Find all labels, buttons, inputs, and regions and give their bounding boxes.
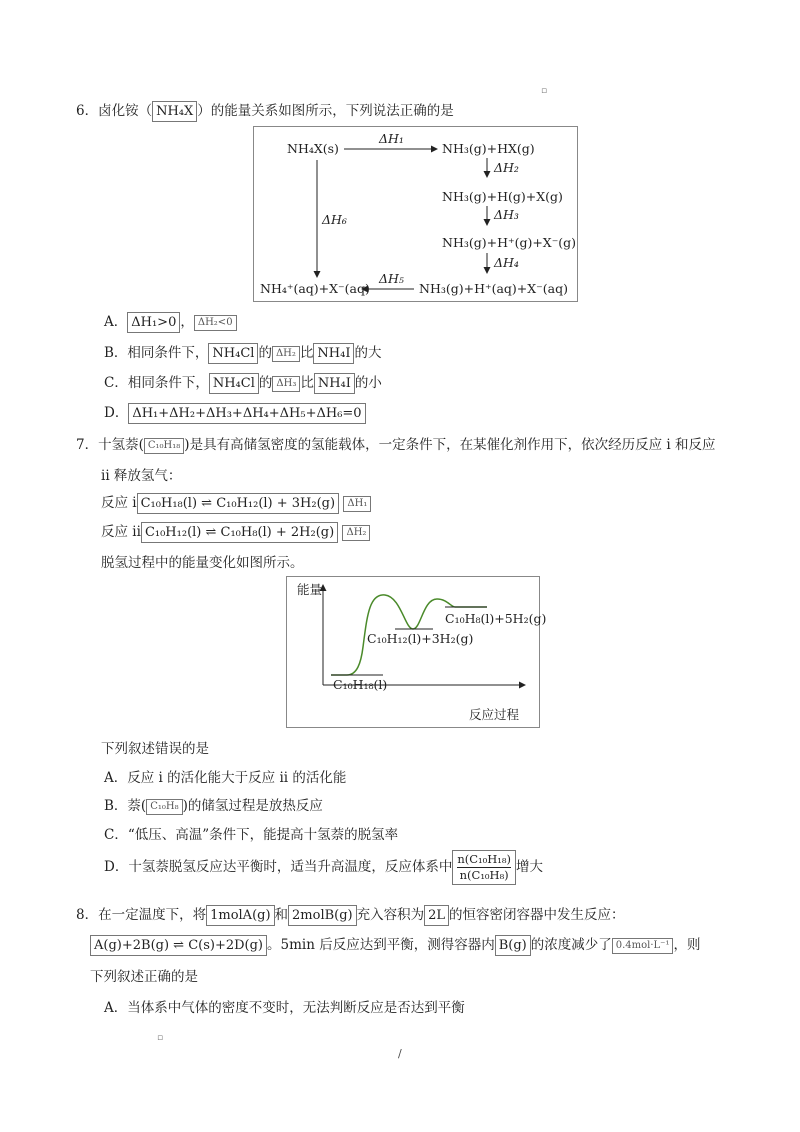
level-3-label: C₁₀H₈(l)+5H₂(g) (445, 611, 547, 626)
option-text: 十氢萘脱氢反应达平衡时，适当升高温度，反应体系中 (128, 859, 453, 875)
option-text: 比 (299, 345, 314, 361)
option-label: C． (104, 375, 128, 391)
q8-number: 8． (76, 907, 99, 923)
q6-option-b[interactable] (104, 341, 381, 364)
q7-stem-line2: ii 释放氢气： (101, 468, 182, 484)
reaction-enthalpy: ΔH₂ (342, 525, 370, 541)
formula-box: NH₄Cl (209, 373, 259, 394)
formula-box: NH₄I (313, 343, 354, 364)
label-h5: ΔH₅ (379, 271, 404, 286)
formula-box: 2L (424, 905, 449, 926)
reaction-equation: A(g)+2B(g) ⇌ C(s)+2D(g) (90, 935, 267, 956)
species-s1: NH₃(g)+HX(g) (442, 141, 535, 156)
q7-intro: 脱氢过程中的能量变化如图所示。 (101, 555, 304, 571)
option-label: A． (104, 770, 128, 786)
q7-option-d[interactable] (104, 850, 543, 885)
q7-number: 7． (76, 437, 99, 453)
formula-box: ΔH₁>0 (127, 312, 180, 333)
q6-stem-pre: 卤化铵（ (98, 103, 153, 119)
species-s3: NH₃(g)+H⁺(g)+X⁻(g) (442, 235, 577, 250)
option-text: 反应 i 的活化能大于反应 ii 的活化能 (127, 770, 347, 786)
option-label: D． (104, 405, 129, 421)
label-h2: ΔH₂ (494, 160, 519, 175)
formula-box: ΔH₁+ΔH₂+ΔH₃+ΔH₄+ΔH₅+ΔH₆=0 (128, 403, 365, 424)
label-h3: ΔH₃ (494, 207, 519, 222)
fraction-numerator: n(C₁₀H₁₈) (457, 852, 511, 866)
q6-stem-post: ）的能量关系如图所示，下列说法正确的是 (197, 103, 454, 119)
option-text: 比 (300, 375, 314, 391)
q7-stem-post: )是具有高储氢密度的氢能载体，一定条件下，在某催化剂作用下，依次经历反应 i 和反应 (184, 437, 716, 453)
q6-option-d[interactable] (104, 401, 366, 424)
q8-text: 的浓度减少了 (530, 937, 612, 953)
q6-formula: NH₄X (152, 101, 197, 122)
reaction-equation: C₁₀H₁₈(l) ⇌ C₁₀H₁₂(l) + 3H₂(g) (137, 493, 339, 514)
species-end: NH₄⁺(aq)+X⁻(aq) (260, 281, 370, 296)
formula-box: B(g) (495, 935, 531, 956)
fraction-box (452, 850, 516, 885)
option-text: 的大 (354, 345, 382, 361)
q7-stem-pre: 十氢萘( (98, 437, 144, 453)
q8-text: 。5min 后反应达到平衡，测得容器内 (267, 937, 495, 953)
q6-number: 6． (76, 103, 99, 119)
option-label: C． (104, 827, 128, 843)
footer-mark: ▫ (157, 1033, 164, 1043)
species-start: NH₄X(s) (287, 141, 339, 156)
option-text: 的 (258, 345, 272, 361)
fraction-denominator: n(C₁₀H₈) (459, 868, 509, 882)
q7-option-b[interactable] (104, 794, 323, 815)
q7-formula: C₁₀H₁₈ (144, 438, 184, 454)
formula-box: NH₄Cl (208, 343, 258, 364)
q6-option-c[interactable] (104, 371, 382, 394)
option-text: 萘( (127, 798, 147, 814)
separator: ， (180, 314, 194, 330)
formula-box: 0.4mol·L⁻¹ (612, 938, 674, 954)
option-label: B． (104, 345, 128, 361)
y-axis-label: 能量 (297, 582, 323, 597)
option-text: 相同条件下， (127, 375, 209, 391)
formula-box: 1molA(g) (206, 905, 274, 926)
q8-stem (76, 903, 625, 926)
species-s2: NH₃(g)+H(g)+X(g) (442, 189, 563, 204)
level-1-label: C₁₀H₁₈(l) (333, 677, 388, 692)
q8-text: 和 (274, 907, 289, 923)
label-h1: ΔH₁ (379, 131, 404, 146)
q8-stem-line3: 下列叙述正确的是 (90, 969, 198, 985)
q7-ask: 下列叙述错误的是 (101, 741, 209, 757)
page-mark: / (398, 1047, 402, 1060)
corner-mark: ▫ (541, 86, 548, 96)
formula-box: ΔH₂ (272, 346, 300, 362)
option-text: 当体系中气体的密度不变时，无法判断反应是否达到平衡 (127, 1000, 465, 1016)
formula-box: NH₄I (314, 373, 355, 394)
energy-cycle-diagram (253, 126, 578, 302)
q8-text: 在一定温度下，将 (98, 907, 207, 923)
formula-box: 2molB(g) (288, 905, 357, 926)
option-text: 的小 (354, 375, 382, 391)
option-label: B． (104, 798, 128, 814)
q7-reaction-2 (101, 520, 370, 543)
option-text: )的储氢过程是放热反应 (182, 798, 323, 814)
level-2-label: C₁₀H₁₂(l)+3H₂(g) (367, 631, 474, 646)
q8-stem-line2 (90, 933, 700, 956)
option-text: 增大 (515, 859, 543, 875)
option-text: 的 (258, 375, 273, 391)
q7-option-c[interactable] (104, 823, 398, 843)
formula-box: C₁₀H₈ (146, 799, 182, 815)
option-label: A． (104, 314, 128, 330)
reaction-equation: C₁₀H₁₂(l) ⇌ C₁₀H₈(l) + 2H₂(g) (141, 522, 338, 543)
q7-stem (76, 433, 715, 454)
formula-box: ΔH₃ (272, 376, 300, 392)
q8-text: ，则 (673, 937, 701, 953)
formula-box: ΔH₂<0 (194, 315, 237, 331)
species-s4: NH₃(g)+H⁺(aq)+X⁻(aq) (419, 281, 568, 296)
option-text: 相同条件下， (127, 345, 209, 361)
q7-option-a[interactable] (104, 766, 346, 786)
option-label: D． (104, 859, 129, 875)
q7-reaction-1 (101, 491, 371, 514)
reaction-label: 反应 i (101, 495, 137, 511)
option-label: A． (104, 1000, 128, 1016)
option-text: “低压、高温”条件下，能提高十氢萘的脱氢率 (127, 827, 399, 843)
q8-text: 的恒容密闭容器中发生反应： (449, 907, 625, 923)
q6-stem (76, 99, 454, 122)
label-h4: ΔH₄ (494, 255, 519, 270)
label-h6: ΔH₆ (322, 212, 347, 227)
q8-option-a[interactable] (104, 996, 465, 1016)
reaction-enthalpy: ΔH₁ (343, 496, 371, 512)
x-axis-label: 反应过程 (469, 707, 520, 722)
energy-profile-chart (286, 576, 547, 728)
q8-text: 充入容积为 (356, 907, 425, 923)
reaction-label: 反应 ii (101, 524, 141, 540)
q6-option-a[interactable] (104, 310, 237, 333)
